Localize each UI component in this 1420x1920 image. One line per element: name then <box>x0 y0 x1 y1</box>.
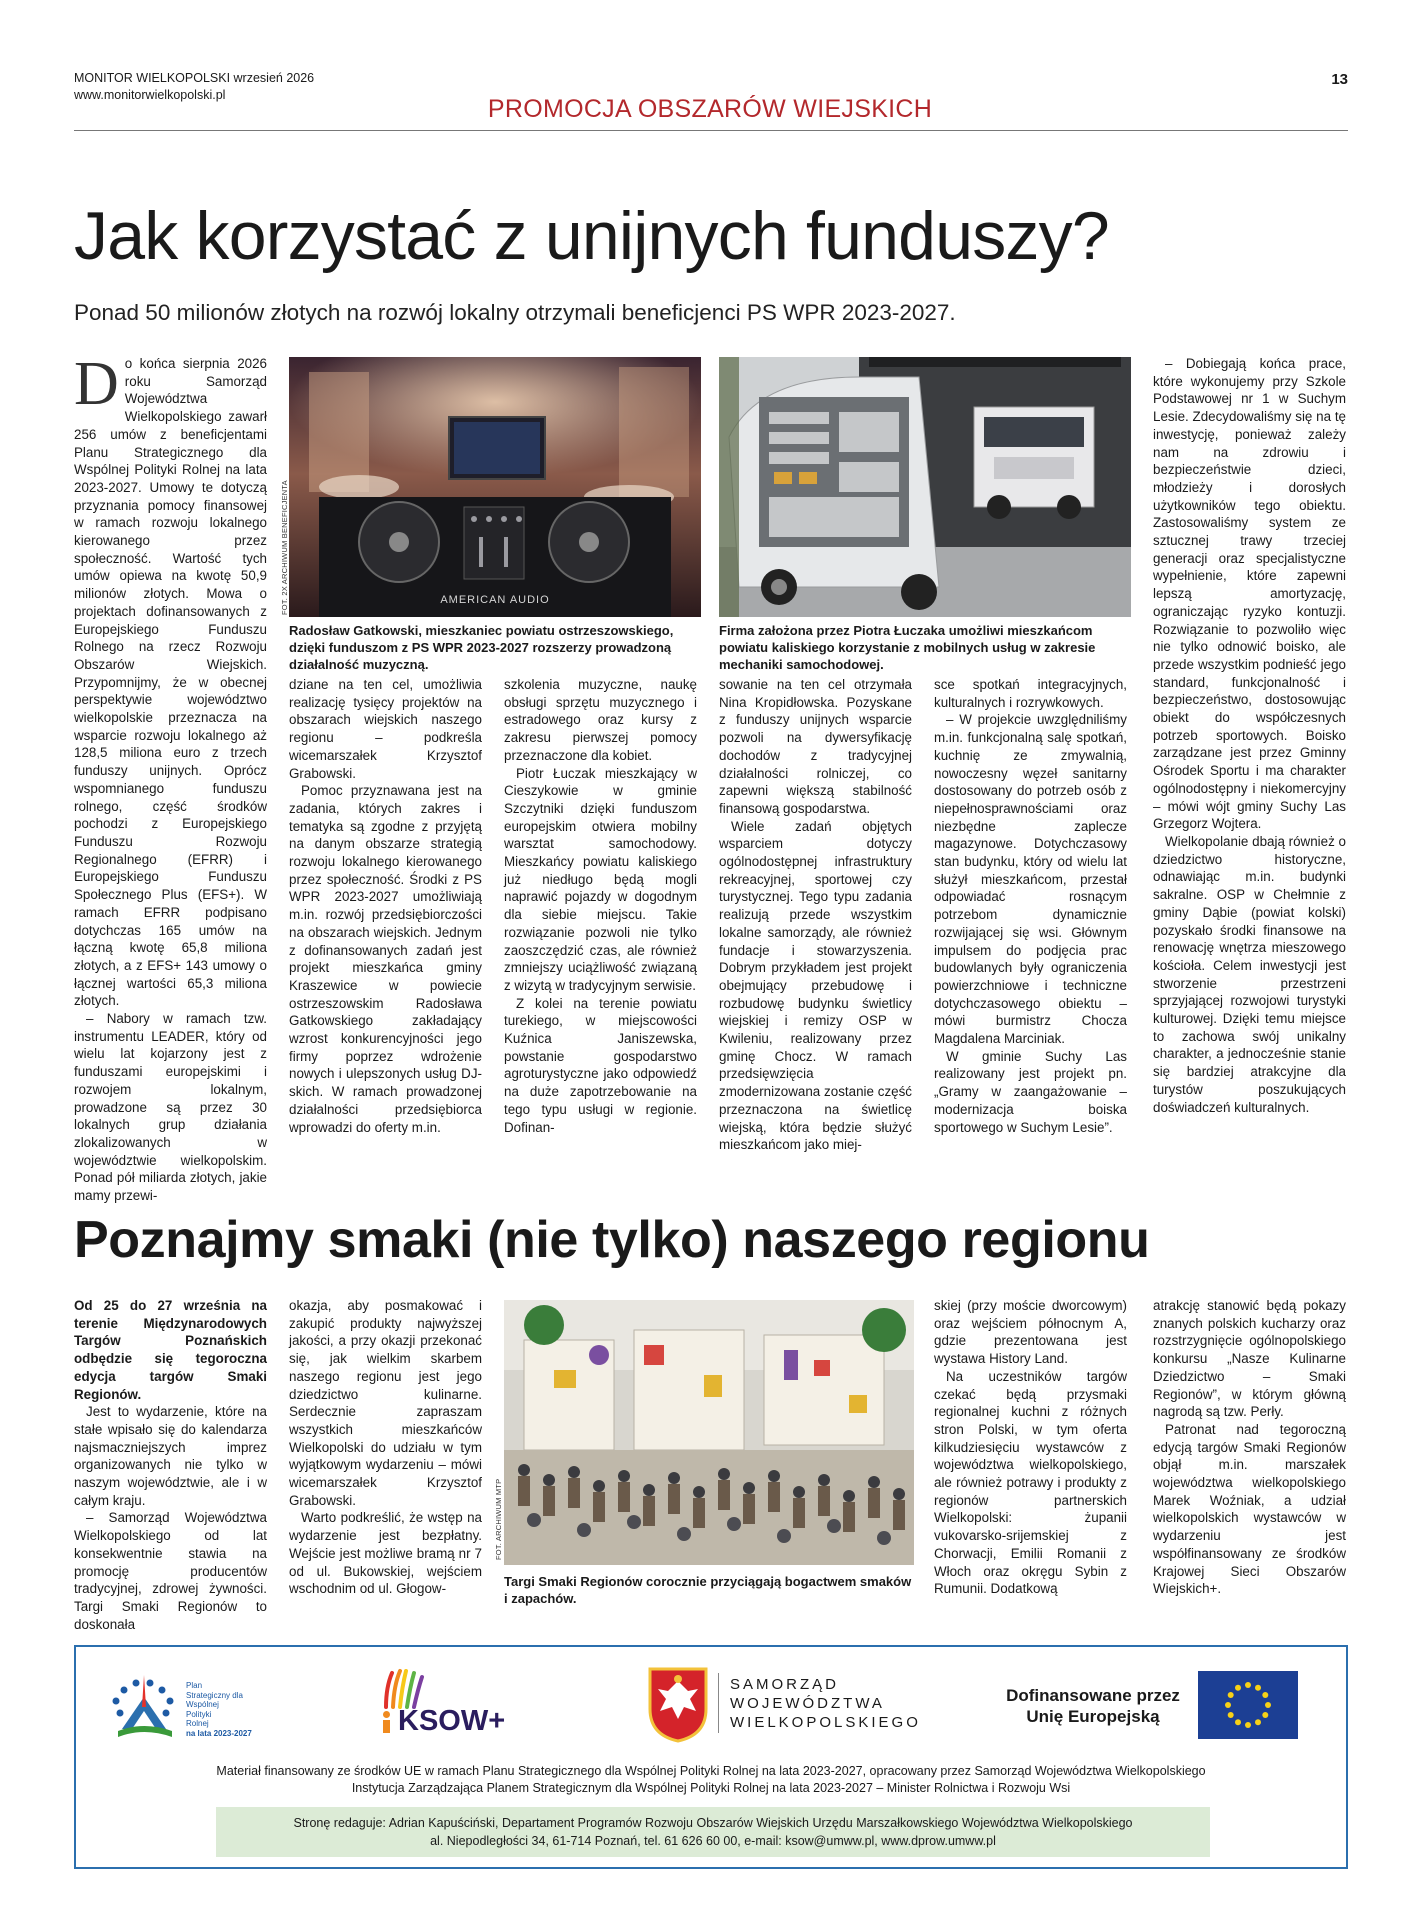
funding-footer <box>74 1645 1348 1869</box>
article1-paragraph: Wiele zadań objętych wsparciem dotyczy ogólnodostępnej infrastruktury rekreacyjnej, sportowej czy turystycznej. Tego typu zadania realizują przede wszystkim lokalne samorządy, ale również fundacje i stowarzyszenia. Dobrym przykładem jest projekt obejmujący przebudowę i rozbudowę budynku świetlicy wiejskiej i remizy OSP w Kwileniu, realizowany przez gminę Chocz. W ramach przedsięwzięcia zmodernizowana zostanie część przeznaczona na świetlicę wiejską, która będzie służyć mieszkańcom jako miej- <box>719 818 912 1153</box>
header-divider <box>74 130 1348 131</box>
page-number: 13 <box>1331 71 1348 88</box>
eu-logo <box>996 1671 1316 1751</box>
article1-headline: Jak korzystać z unijnych funduszy? <box>74 198 1109 274</box>
photo3-credit: FOT. ARCHIWUM MTP <box>494 1478 503 1560</box>
article2-paragraph: Warto podkreślić, że wstęp na wydarzenie jest bezpłatny. Wejście jest możliwe bramą nr 7 od ul. Bukowskiej, wejściem wschodnim od ul. Głogow- <box>289 1510 482 1597</box>
article1-paragraph: Piotr Łuczak mieszkający w Cieszykowie w gminie Szczytniki dzięki funduszom europejskim otwiera mobilny warsztat samochodowy. Mieszkańcy powiatu kaliskiego już niedługo będą mogli naprawić pojazdy w dogodnym dla siebie miejscu. Takie rozwiązanie pozwoli nie tylko zaoszczędzić czas, ale również zmniejszy uciążliwość związaną z wizytą w tradycyjnym serwisie. <box>504 765 697 993</box>
editor-info: Stronę redaguje: Adrian Kapuściński, Departament Programów Rozwoju Obszarów Wiejskich Urzędu Marszałkowskiego Województwa Wielkopolskiego al. Niepodległości 34, 61-714 Poznań, tel. 61 626 60 00, e-mail: ksow@umww.pl, www.dprow.umww.pl <box>216 1807 1210 1857</box>
article1-column-1 <box>74 350 267 1205</box>
article2-paragraph: Jest to wydarzenie, które na stałe wpisało się do kalendarza najsmaczniejszych imprez organizowanych nie tylko w naszym województwie, ale i w całym kraju. <box>74 1404 267 1508</box>
eu-logo-text: Dofinansowane przez Unię Europejską <box>1006 1686 1180 1726</box>
article2-paragraph: Na uczestników targów czekać będą przysmaki regionalnej kuchni z różnych stron Polski, w tym oferta kilkudziesięciu wystawców z województwa wielkopolskiego, ale również potrawy i produkty z regionów partnerskich Wielkopolski: żupanii vukovarsko-srijemskiej z Chorwacji, Emilii Romanii z Włoch oraz okręgu Sybin z Rumunii. Dodatkową <box>934 1368 1127 1597</box>
article2-column-2 <box>289 1297 482 1598</box>
ksow-i-mark <box>380 1711 392 1733</box>
article1-paragraph: sce spotkań integracyjnych, kulturalnych i rozrywkowych. <box>934 677 1127 710</box>
article2-paragraph: okazja, aby posmakować i zakupić produkty najwyższej jakości, a przy okazji przekonać się, jak wielkim skarbem naszego regionu jest jego dziedzictwo kulinarne. Serdecznie zapraszam wszystkich mieszkańców Wielkopolski do udziału w tym wyjątkowym wydarzeniu – mówi wicemarszałek Krzysztof Grabowski. <box>289 1298 482 1508</box>
article2-column-4 <box>934 1297 1127 1598</box>
article1-paragraph: W gminie Suchy Las realizowany jest projekt pn. „Gramy w zaangażowanie – modernizacja boiska sportowego w Suchym Lesie”. <box>934 1048 1127 1135</box>
article1-column-5 <box>934 676 1127 1136</box>
article2-paragraph: atrakcję stanowić będą pokazy znanych polskich kucharzy oraz rozstrzygnięcie ogólnopolskiego konkursu „Nasze Kulinarne Dziedzictwo – Smaki Regionów”, w którym główną nagrodą są tzw. Perły. <box>1153 1298 1346 1420</box>
article1-paragraph: Wielkopolanie dbają również o dziedzictwo historyczne, odnawiając m.in. budynki sakralne. OSP w Chełmnie z gminy Dąbie (powiat kolski) pozyskało środki finansowe na renowację wnętrza mieszowego kościoła. Celem inwestycji jest stworzenie przestrzeni sprzyjającej rozwojowi turystyki kulturowej. Dzięki temu miejsce to zachowa swój unikalny charakter, a jednocześnie stanie się bardziej atrakcyjne dla turystów poszukujących doświadczeń kulturalnych. <box>1153 833 1346 1115</box>
article1-paragraph: szkolenia muzyczne, naukę obsługi sprzętu muzycznego i estradowego oraz kursy z zakresu pierwszej pomocy przeznaczone dla kobiet. <box>504 677 697 763</box>
photo2-caption: Firma założona przez Piotra Łuczaka umożliwi mieszkańcom powiatu kaliskiego korzystanie z mobilnych usług w zakresie mechaniki samochodowej. <box>719 623 1096 672</box>
article2-paragraph: – Samorząd Województwa Wielkopolskiego od lat konsekwentnie stawia na promocję producentów tradycyjnej, zdrowej żywności. Targi Smaki Regionów to doskonała <box>74 1510 267 1632</box>
section-title: PROMOCJA OBSZARÓW WIEJSKICH <box>487 95 933 123</box>
mobile-workshop-photo <box>719 357 1131 617</box>
samorzad-logo-divider <box>718 1673 719 1733</box>
ksow-logo-text: KSOW+ <box>398 1705 506 1737</box>
article1-subheadline: Ponad 50 milionów złotych na rozwój lokalny otrzymali beneficjenci PS WPR 2023-2027. <box>74 300 956 325</box>
wielkopolska-coat-of-arms-icon <box>646 1665 710 1743</box>
photo1-caption: Radosław Gatkowski, mieszkaniec powiatu ostrzeszowskiego, dzięki funduszom z PS WPR 2023-2027 rozszerzy prowadzoną działalność muzyczną. <box>289 623 674 672</box>
article1-paragraph: – Nabory w ramach tzw. instrumentu LEADER, który od wielu lat kojarzony jest z funduszami europejskimi i rozwojem lokalnym, prowadzone są przez 30 lokalnych grup działania zlokalizowanych w województwie wielkopolskim. Ponad pół miliarda złotych, jakie mamy przewi- <box>74 1011 267 1204</box>
ps-wpr-emblem-icon <box>106 1667 186 1747</box>
article2-headline: Poznajmy smaki (nie tylko) naszego regionu <box>74 1211 1150 1269</box>
editor-contact[interactable]: al. Niepodległości 34, 61-714 Poznań, tel. 61 626 60 00, e-mail: ksow@umww.pl, www.dprow.umww.pl <box>430 1834 996 1848</box>
article1-paragraph: Pomoc przyznawana jest na zadania, których zakres i tematyka są zgodne z przyjętą na danym obszarze strategią rozwoju lokalnego kierowanego przez społeczność. Środki z PS WPR 2023-2027 umożliwiają m.in. rozwój przedsiębiorczości na obszarach wiejskich. Jednym z dofinansowanych zadań jest projekt mieszkańca gminy Kraszewice w powiecie ostrzeszowskim Radosława Gatkowskiego zakładający wzrost konkurencyjności jego firmy poprzez wdrożenie nowych i ulepszonych usług DJ-skich. W ramach prowadzonej działalności przedsiębiorca wprowadzi do oferty m.in. <box>289 783 482 1135</box>
article1-column-4 <box>719 676 912 1154</box>
article1-paragraph: Z kolei na terenie powiatu turekiego, w miejscowości Kuźnica Janiszewska, powstanie gospodarstwo agroturystyczne jako odpowiedź na duże zapotrzebowanie na tego typu usługi w regionie. Dofinan- <box>504 995 697 1135</box>
financing-note: Materiał finansowany ze środków UE w ramach Planu Strategicznego dla Wspólnej Polityki Rolnej na lata 2023-2027, opracowany przez Samorząd Województwa Wielkopolskiego Instytucja Zarządzająca Planem Strategicznym dla Wspólnej Polityki Rolnej na lata 2023-2027 – Minister Rolnictwa i Rozwoju Wsi <box>216 1764 1206 1795</box>
photo1-brand-label: AMERICAN AUDIO <box>440 594 550 606</box>
article1-paragraph: sowanie na ten cel otrzymała Nina Kropidłowska. Pozyskane z funduszy unijnych wsparcie pozwoli na dywersyfikację dochodów z tradycyjnej działalności rolniczej, co zapewni większą stabilność finansową gospodarstwa. <box>719 677 912 816</box>
website-link[interactable]: www.monitorwielkopolski.pl <box>74 88 226 102</box>
article2-column-5 <box>1153 1297 1346 1598</box>
article1-column-6 <box>1153 355 1346 1116</box>
publication-name: MONITOR WIELKOPOLSKI wrzesień 2026 <box>74 71 315 85</box>
article2-paragraph: Patronat nad tegoroczną edycją targów Smaki Regionów objął m.in. marszałek województwa wielkopolskiego Marek Woźniak, a udział wielkopolskich wystawców w wydarzeniu jest współfinansowany ze środków Krajowej Sieci Obszarów Wiejskich+. <box>1153 1421 1346 1597</box>
drop-cap: D <box>74 350 119 418</box>
article1-paragraph: – W projekcie uwzględniliśmy m.in. funkcjonalną salę spotkań, kuchnię ze zmywalnią, nowoczesny węzeł sanitarny dostosowany do potrzeb osób z niepełnosprawnościami oraz niezbędne zaplecze magazynowe. Dotychczasowy stan budynku, który od wielu lat służył mieszkańcom, przestał odpowiadać rosnącym potrzebom dynamicznie rozwijającej się wsi. Głównym impulsem do podjęcia prac budowlanych były ograniczenia powierzchniowe i techniczne dotychczasowego obiektu – mówi burmistrz Chocza Magdalena Marciniak. <box>934 712 1127 1047</box>
article1-paragraph: – Dobiegają końca prace, które wykonujemy przy Szkole Podstawowej nr 1 w Suchym Lesie. Zdecydowaliśmy się na tę inwestycję, ponieważ zależy nam na zdrowiu i bezpieczeństwie dzieci, młodzieży i dorosłych użytkowników tego obiektu. Zastosowaliśmy system ze sztucznej trawy trzeciej generacji oraz specjalistyczne wypełnienie, które zapewni lepszą amortyzację, ograniczając ryzyko kontuzji. Rozwiązanie to pozwoliło więc nie tylko odnowić boisko, ale przede wszystkim podnieść jego standard, funkcjonalność i bezpieczeństwo, dostosowując obiekt do współczesnych potrzeb sportowych. Boisko zarządzane jest przez Gminny Ośrodek Sportu i ma charakter ogólnodostępny i niekomercyjny – mówi wójt gminy Suchy Las Grzegorz Wojtera. <box>1153 356 1346 832</box>
article1-paragraph: dziane na ten cel, umożliwia realizację tysięcy projektów na obszarach wiejskich naszego regionu – podkreśla wicemarszałek Krzysztof Grabowski. <box>289 677 482 781</box>
trade-fair-photo <box>504 1300 914 1565</box>
samorzad-logo <box>646 1665 921 1749</box>
eu-flag-icon <box>1198 1671 1298 1739</box>
ps-wpr-logo <box>106 1667 266 1747</box>
dj-equipment-photo <box>289 357 701 617</box>
article2-column-1 <box>74 1297 267 1633</box>
photo1-credit: FOT. 2X ARCHIWUM BENEFICJENTA <box>280 480 289 615</box>
article1-column-3 <box>504 676 697 1136</box>
article1-paragraph: Do końca sierpnia 2026 roku Samorząd Województwa Wielkopolskiego zawarł 256 umów z beneficjentami Planu Strategicznego dla Wspólnej Polityki Rolnej na lata 2023-2027. Umowy te dotyczą przyznania pomocy finansowej w ramach rozwoju lokalnego kierowanego przez społeczność. Wartość tych umów opiewa na kwotę 50,9 milionów złotych. Mowa o projektach dofinansowanych z Europejskiego Funduszu Rolnego na rzecz Rozwoju Obszarów Wiejskich. Przypomnijmy, że w obecnej perspektywie województwo wielkopolskie przeznacza na wsparcie rozwoju lokalnego aż 128,5 miliona euro z trzech funduszy unijnych. Oprócz wspomnianego funduszu rolnego, część środków pochodzi z Europejskiego Funduszu Rozwoju Regionalnego (EFRR) i Europejskiego Funduszu Społecznego Plus (EFS+). W ramach EFRR podpisano dotychczas 165 umów na łączną kwotę 65,8 miliona złotych, a z EFS+ 143 umowy o łącznej wartości 65,3 miliona złotych. <box>74 350 267 1009</box>
article2-paragraph: skiej (przy moście dworcowym) oraz wejściem północnym A, gdzie prezentowana jest wystawa History Land. <box>934 1298 1127 1367</box>
photo3-caption: Targi Smaki Regionów corocznie przyciągają bogactwem smaków i zapachów. <box>504 1574 912 1606</box>
ksow-logo <box>376 1667 526 1747</box>
article2-lead: Od 25 do 27 września na terenie Międzynarodowych Targów Poznańskich odbędzie się tegoroczna edycja targów Smaki Regionów. <box>74 1298 267 1402</box>
samorzad-logo-text: SAMORZĄD WOJEWÓDZTWA WIELKOPOLSKIEGO <box>730 1676 921 1731</box>
ps-wpr-logo-text: Plan Strategiczny dla Wspólnej Polityki Rolnej na lata 2023-2027 <box>186 1681 252 1738</box>
article1-column-2 <box>289 676 482 1136</box>
